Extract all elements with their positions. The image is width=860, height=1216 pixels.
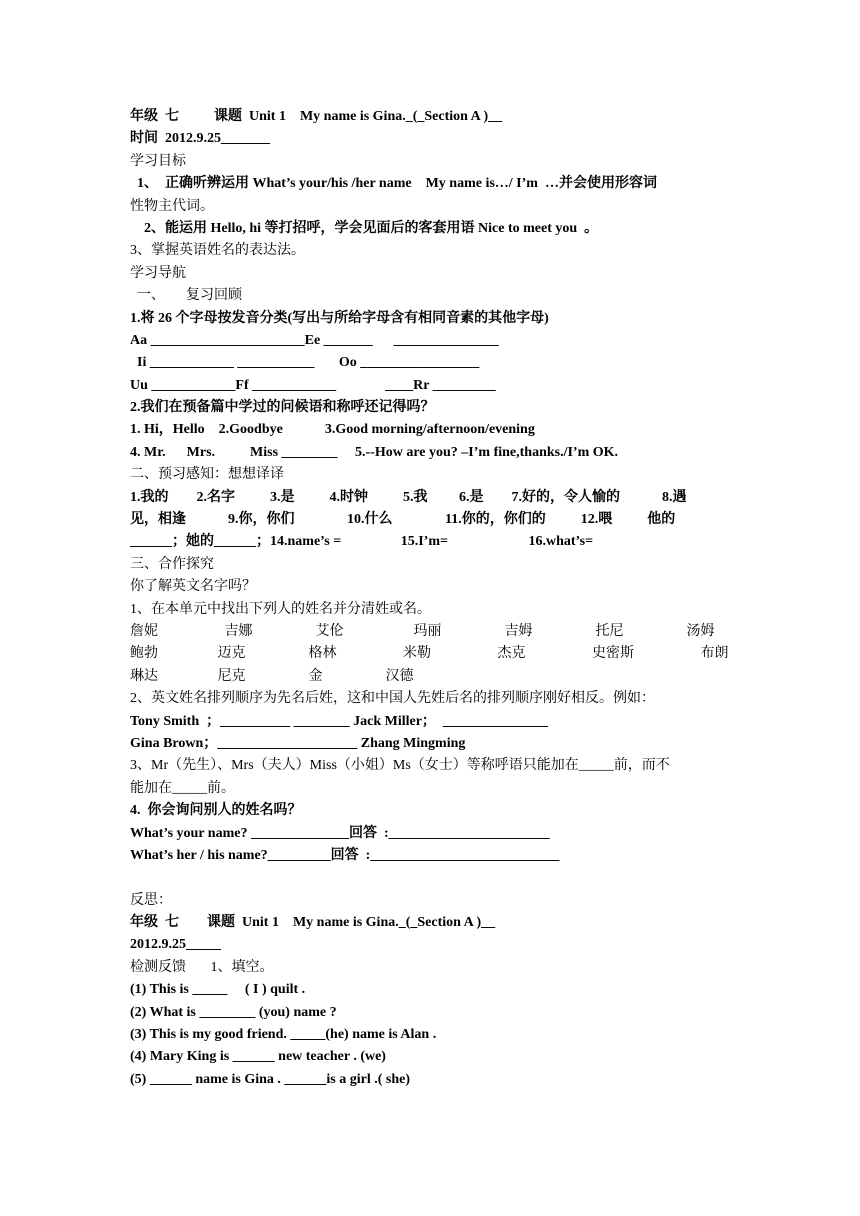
text-line: 3、掌握英语姓名的表达法。 — [130, 243, 305, 259]
worksheet-document — [130, 106, 740, 1091]
text-line: 时间 2012.9.25_______ — [130, 131, 270, 147]
text-line: 4. 你会询问别人的姓名吗？ — [130, 803, 302, 819]
text-line: 一、 复习回顾 — [130, 288, 242, 304]
text-line: 能加在_____前。 — [130, 780, 235, 796]
text-line: (1) This is _____ ( I ) quilt . — [130, 982, 306, 998]
text-line: 4. Mr. Mrs. Miss ________ 5.--How are you? –I’m fine,thanks./I’m OK. — [130, 444, 619, 460]
text-line: (5) ______ name is Gina . ______is a girl .( she) — [130, 1071, 410, 1087]
text-line: ______；她的______；14.name’s = 15.I’m= 16.what’s= — [130, 534, 594, 550]
text-line: 鲍勃 迈克 格林 米勒 杰克 史密斯 布朗 — [130, 646, 729, 662]
text-line: Tony Smith ；__________ ________ Jack Miller； _______________ — [130, 713, 548, 729]
blank-line — [130, 867, 740, 889]
text-line: 2.我们在预备篇中学过的问候语和称呼还记得吗？ — [130, 400, 435, 416]
text-line: 年级 七 课题 Unit 1 My name is Gina._(_Section A )__ — [130, 109, 503, 124]
text-line: 1.我的 2.名字 3.是 4.时钟 5.我 6.是 7.好的，令人愉的 8.遇 — [130, 489, 687, 505]
text-line: Ii ____________ ___________ Oo _________________ — [130, 355, 480, 371]
text-line: 1、 正确听辨运用 What’s your/his /her name My name is…/ I’m …并会使用形容词 — [130, 176, 657, 192]
text-line: 2、英文姓名排列顺序为先名后姓，这和中国人先姓后名的排列顺序刚好相反。例如： — [130, 691, 655, 707]
text-line: 二、预习感知：想想译译 — [130, 467, 284, 483]
text-line: Uu ____________Ff ____________ ____Rr _________ — [130, 377, 496, 393]
text-line: 年级 七 课题 Unit 1 My name is Gina._(_Section A )__ — [130, 915, 496, 931]
text-line: (2) What is ________ (you) name ? — [130, 1004, 337, 1020]
text-line: 学习目标 — [130, 153, 186, 169]
text-line: (4) Mary King is ______ new teacher . (we) — [130, 1049, 386, 1065]
text-line: Gina Brown；____________________ Zhang Mingming — [130, 735, 466, 751]
text-line: 1. Hi，Hello 2.Goodbye 3.Good morning/afternoon/evening — [130, 422, 535, 438]
text-line: What’s your name? ______________回答 :_______________________ — [130, 825, 550, 841]
text-line: 三、合作探究 — [130, 556, 214, 572]
text-line: 1、在本单元中找出下列人的姓名并分清姓或名。 — [130, 601, 431, 617]
text-line: 琳达 尼克 金 汉德 — [130, 668, 414, 684]
text-line: 2012.9.25_____ — [130, 937, 221, 953]
text-line: 见，相逢 9.你，你们 10.什么 11.你的，你们的 12.喂 他的 — [130, 512, 676, 528]
text-line: 性物主代词。 — [130, 198, 214, 214]
text-line: 2、能运用 Hello, hi 等打招呼，学会见面后的客套用语 Nice to meet you 。 — [130, 220, 599, 236]
text-line: 詹妮 吉娜 艾伦 玛丽 吉姆 托尼 汤姆 — [130, 623, 715, 639]
text-line: 学习导航 — [130, 265, 186, 281]
text-line: (3) This is my good friend. _____(he) name is Alan . — [130, 1027, 437, 1043]
text-line: 检测反馈 1、填空。 — [130, 959, 274, 975]
text-line: 你了解英文名字吗？ — [130, 579, 256, 595]
text-line: What’s her / his name?_________回答 :___________________________ — [130, 847, 560, 863]
text-line: Aa ______________________Ee _______ _______________ — [130, 332, 499, 348]
text-line: 3、Mr（先生）、Mrs（夫人）Miss（小姐）Ms（女士）等称呼语只能加在_____前，而不 — [130, 758, 670, 774]
text-line: 1.将 26 个字母按发音分类(写出与所给字母含有相同音素的其他字母) — [130, 310, 549, 326]
text-line: 反思： — [130, 892, 172, 908]
